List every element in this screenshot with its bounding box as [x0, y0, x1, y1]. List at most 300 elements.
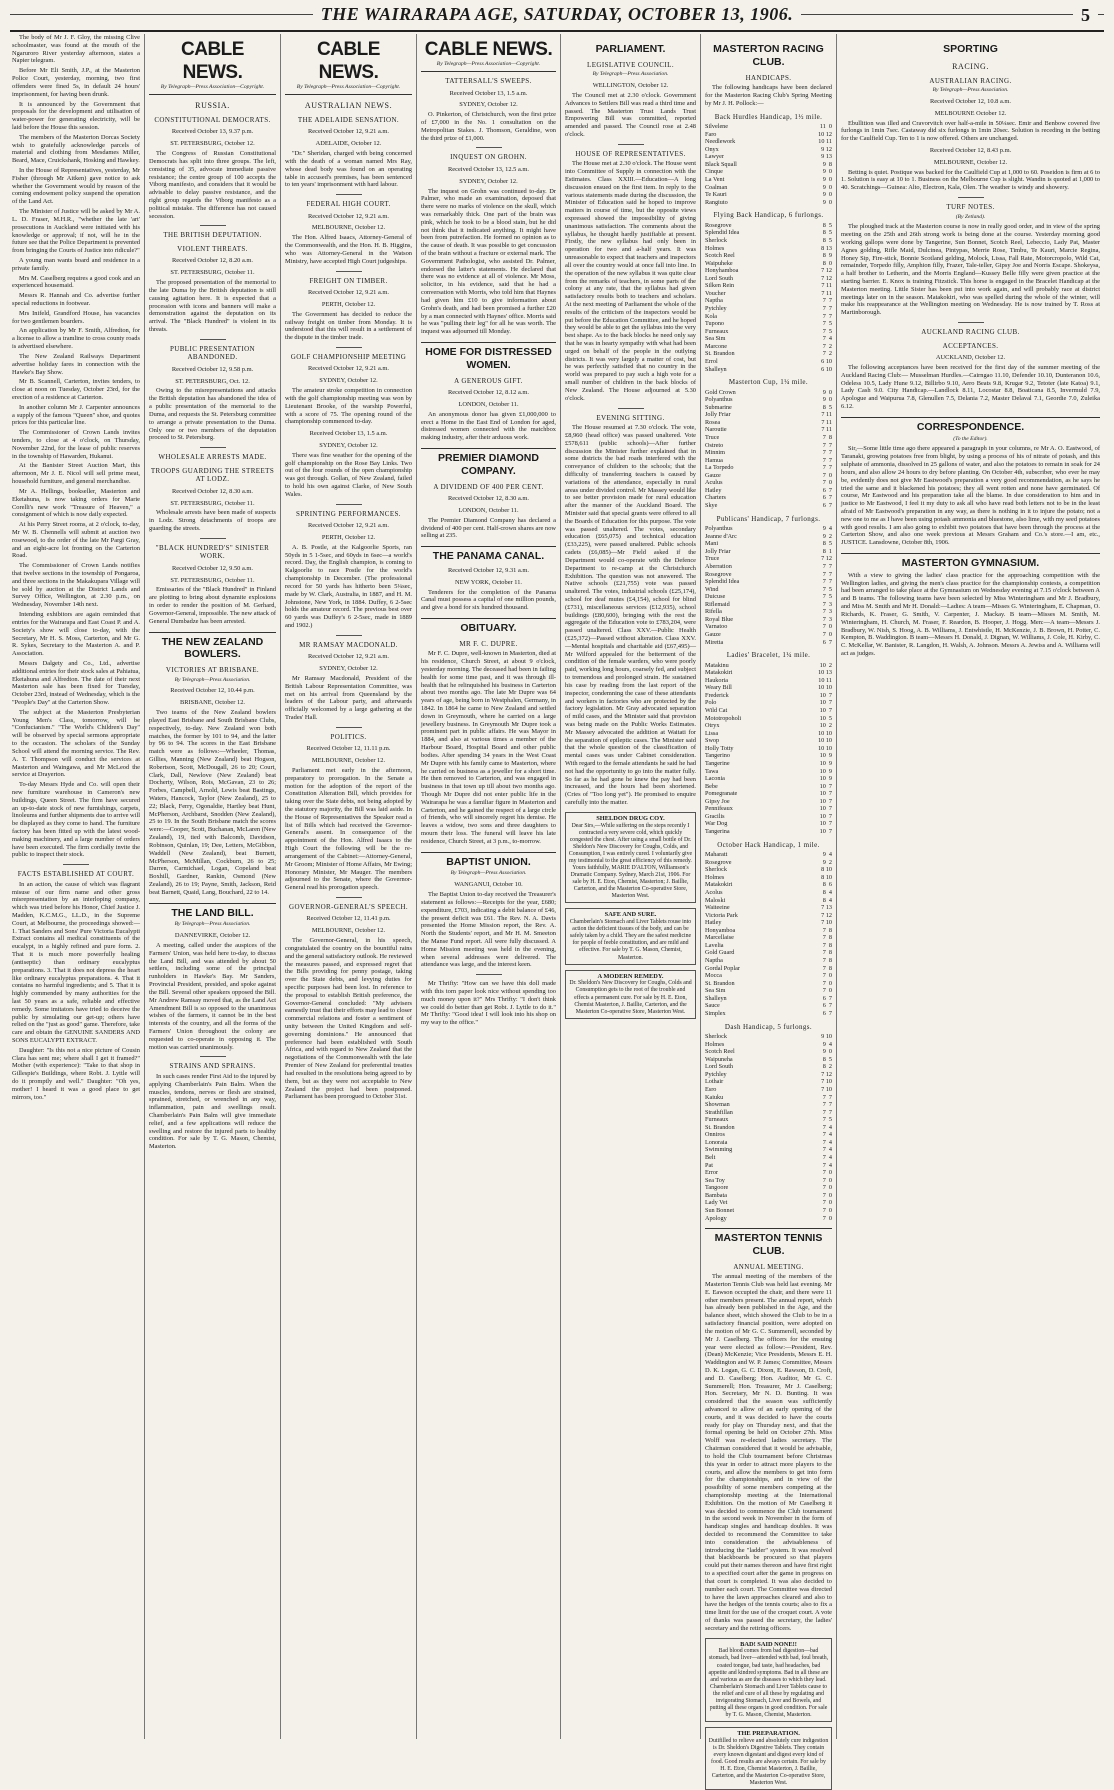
separator-rule: [336, 347, 362, 348]
rule: [421, 71, 556, 72]
horse-name: Tangerina: [705, 828, 730, 836]
horse-weight: 10 10: [818, 729, 832, 737]
handicap-entry: [705, 768, 832, 776]
horse-name: Waipuheke: [705, 259, 733, 267]
news-paragraph: The Government has decided to reduce the railway freight on timber from Monday. It is understood that this will result in a settlement of the dispute in the timber trade.: [285, 310, 412, 342]
horse-weight: 9 0: [822, 183, 832, 191]
cable-news-header: CABLE NEWS.: [181, 39, 244, 84]
horse-weight: 7 7: [822, 456, 832, 464]
handicap-entry: [705, 335, 832, 343]
horse-weight: 6 7: [822, 486, 832, 494]
horse-weight: 7 7: [822, 562, 832, 570]
dateline: ST. PETERSBURG, Oct. 12.: [175, 377, 250, 385]
news-paragraph: Messrs Dalgety and Co., Ltd., advertise additional entries for their stock sales at Pahiatua, Eketahuna and Alfredton. The date of their next Masterton sale has been fixed for Tuesday, October 23rd, instead of Wednesday, which is the "People's Day" at the Carterton Show.: [12, 659, 140, 706]
horse-name: Pomegranate: [705, 790, 738, 798]
horse-weight: 6 10: [821, 357, 832, 365]
page-number: 5: [1073, 5, 1098, 27]
horse-name: Swimming: [705, 1146, 733, 1154]
horse-name: Rosegrove: [705, 858, 732, 866]
horse-name: Naptha: [705, 957, 723, 964]
received-line: Received October 13, 9.37 p.m.: [171, 128, 254, 136]
column-cable-news-misc: [416, 34, 560, 1739]
byline: By Telegraph—Press Association.: [174, 921, 251, 928]
handicap-entry: [705, 411, 832, 419]
news-paragraph: Messrs R. Hannah and Co. advertise further special reductions in footwear.: [12, 292, 140, 307]
advert-heading: STRAINS AND SPRAINS.: [169, 1062, 256, 1071]
news-paragraph: The body of Mr J. F. Gloy, the missing Clive schoolmaster, was found at the mouth of the Ngaruroro River yesterday afternoon, states a Napier telegram.: [12, 34, 140, 65]
horse-name: Rangiuto: [705, 198, 728, 206]
handicap-entry: [705, 965, 832, 973]
horse-name: Faro: [705, 130, 717, 138]
handicap-entry: [705, 320, 832, 328]
handicap-entry: [705, 859, 832, 867]
horse-weight: 7 0: [822, 972, 832, 980]
horse-weight: 10 7: [819, 707, 832, 715]
dateline: MELBOURNE, October 12.: [933, 158, 1008, 166]
handicap-entry: [705, 586, 832, 594]
horse-weight: 10 7: [819, 691, 832, 699]
handicap-entry: [705, 1010, 832, 1018]
subheading: INQUEST ON GROHN.: [450, 153, 527, 162]
article-heading: PREMIER DIAMOND COMPANY.: [421, 448, 556, 478]
horse-name: Strathfillan: [705, 1108, 733, 1116]
horse-name: Honyhamboa: [705, 267, 739, 275]
column-australian-news: [280, 34, 416, 1739]
handicap-entry: [705, 313, 832, 321]
subheading: A DIVIDEND OF 400 PER CENT.: [433, 482, 544, 491]
horse-weight: 9 10: [821, 1033, 832, 1041]
handicap-entry: [705, 237, 832, 245]
horse-weight: 8 13: [821, 244, 832, 252]
horse-name: Riflemaid: [705, 600, 730, 608]
horse-name: Rosea: [705, 418, 721, 426]
horse-weight: 7 5: [822, 320, 832, 328]
horse-weight: 7 8: [822, 957, 832, 964]
dateline: SYDNEY, October 12.: [319, 441, 378, 449]
advert-heading: THE PREPARATION.: [737, 1730, 800, 1738]
separator-rule: [336, 194, 362, 195]
news-paragraph: Mr A. Hellings, bookseller, Masterton and Eketahuna, is now taking orders for Marie Corelli's new work "Treasure of Heaven," a consignment of which is now daily expected.: [12, 487, 140, 519]
horse-weight: 7 7: [822, 1101, 832, 1109]
advertisement: [565, 970, 696, 1019]
received-line: Received October 12, 10.8 a.m.: [930, 97, 1011, 105]
handicap-entry: [705, 404, 832, 412]
advert-heading: SAFE AND SURE.: [604, 911, 657, 919]
received-line: Received October 12, 8.30 a.m.: [172, 487, 253, 495]
handicap-entry: [705, 699, 832, 707]
horse-name: Sherlock: [705, 236, 727, 244]
separator-rule: [476, 974, 502, 975]
horse-weight: 9 0: [822, 1048, 832, 1056]
handicap-entry: [705, 1162, 832, 1170]
handicap-entry: [705, 623, 832, 631]
horse-name: Needlework: [705, 138, 736, 146]
horse-name: Gracilis: [705, 812, 725, 820]
handicap-heading: Back Hurdles Handicap, 1½ mile.: [714, 112, 823, 121]
horse-weight: 7 3: [822, 600, 832, 608]
horse-name: Submarine: [705, 403, 732, 411]
subheading: "BLACK HUNDRED'S" SINISTER WORK.: [155, 543, 270, 561]
received-line: Received October 13, 1.5 a.m.: [449, 89, 528, 97]
handicap-entry: [705, 957, 832, 965]
horse-weight: 8 5: [822, 221, 832, 229]
handicap-entry: [705, 1109, 832, 1117]
handicap-entry: [705, 571, 832, 579]
separator-rule: [476, 147, 502, 148]
horse-name: Esro: [705, 1085, 717, 1093]
news-paragraph: At his Perry Street rooms, at 2 o'clock, to-day, Mr W. B. Chennells will submit at auction two rosewood, to the order of the late Mr Pargi Gray, and an eight-acre lot fronting on the Carterton Road.: [12, 521, 140, 560]
handicap-entry: [705, 760, 832, 768]
news-paragraph: Tenderers for the completion of the Panama Canal must possess a capital of one million pounds, and give a bond for six hundred thousand.: [421, 588, 556, 612]
horse-weight: 7 4: [822, 1146, 832, 1154]
horse-name: Sea Sim: [705, 987, 726, 995]
handicap-entry: [705, 282, 832, 290]
horse-name: Naroutie: [705, 426, 727, 434]
horse-name: Acolus: [705, 888, 723, 896]
received-line: Received October 12, 9.31 a.m.: [448, 566, 529, 574]
horse-weight: 9 4: [822, 525, 832, 533]
horse-weight: 7 5: [822, 593, 832, 601]
horse-name: Simplex: [705, 1009, 726, 1017]
byline: By Telegraph—Press Association—Copyright.: [296, 84, 401, 91]
horse-name: Rifella: [705, 608, 722, 616]
news-paragraph: Parliament met early in the afternoon, preparatory to prorogation. In the Senate a motion for the adoption of the report of the Constitution Alteration Bill, which provides for taking over the State debts, not being adopted by the statutory majority, the Bill was laid aside. In the House of Representatives the Speaker read a list of Bills which had received the Governor-General's assent. In consequence of the appointment of the Hon. Alfred Isaacs to the High Court the following will be the re-arrangement of the Cabinet:—Attorney-General, Mr Groom; Minister of Home Affairs, Mr Ewing; Honorary Minister, Mr Mauger. The members adjourned to the Senate, where the Governor-General read his prorogation speech.: [285, 766, 412, 892]
news-paragraph: Wholesale arrests have been made of suspects in Lodz. Strong detachments of troops are guarding the streets.: [149, 509, 276, 532]
handicap-entry: [705, 540, 832, 548]
handicap-entry: [705, 1094, 832, 1102]
dateline: WANGANUI, October 10.: [454, 881, 523, 889]
horse-name: Holmes: [705, 1040, 725, 1048]
handicap-entry: [705, 138, 832, 146]
handicap-entry: [705, 912, 832, 920]
subheading: THE BRITISH DEPUTATION.: [163, 231, 262, 240]
dateline: PERTH, October 12.: [321, 300, 376, 308]
dateline: WELLINGTON, October 12.: [592, 82, 669, 90]
horse-weight: 7 7: [822, 1093, 832, 1101]
dateline: MELBOURNE October 12.: [934, 109, 1007, 117]
horse-weight: 7 12: [821, 555, 832, 563]
handicap-entry: [705, 1063, 832, 1071]
subheading: HOUSE OF REPRESENTATIVES.: [575, 149, 686, 158]
article-heading: HOME FOR DISTRESSED WOMEN.: [421, 342, 556, 372]
horse-weight: 10 7: [819, 820, 832, 828]
section-heading: RACING.: [952, 61, 989, 71]
horse-name: Silken Rein: [705, 282, 735, 290]
handicap-entry: [705, 229, 832, 237]
horse-weight: 7 7: [822, 578, 832, 586]
received-line: Received October 13, 12.5 a.m.: [448, 165, 529, 173]
received-line: Received October 12, 11.41 p.m.: [306, 915, 391, 923]
handicap-list: [705, 1033, 832, 1222]
horse-weight: 7 12: [821, 274, 832, 282]
handicap-entry: [705, 798, 832, 806]
horse-weight: 10 7: [819, 805, 832, 813]
horse-weight: 11 0: [819, 123, 832, 131]
horse-weight: 7 7: [822, 449, 832, 457]
handicap-entry: [705, 669, 832, 677]
handicap-entry: [705, 176, 832, 184]
horse-name: Holmes: [705, 873, 725, 881]
handicap-entry: [705, 533, 832, 541]
dateline: NEW YORK, October 11.: [454, 578, 523, 586]
horse-weight: 8 9: [822, 252, 832, 260]
subheading: VICTORIES AT BRISBANE.: [165, 666, 260, 675]
handicap-list: [705, 123, 832, 206]
handicap-entry: [705, 184, 832, 192]
horse-name: Sherlock: [705, 1033, 727, 1041]
horse-weight: 10 7: [819, 828, 832, 836]
horse-name: Pytchley: [705, 1070, 727, 1078]
horse-name: Royal Blue: [705, 615, 734, 623]
news-paragraph: The following acceptances have been received for the first day of the summer meeting of the Auckland Racing Club:— Musselman Hurdles.—Cairngao 11.10, Defender 10.10, Dunteranon 10.6, Odeless 10.5, Lady Hune 9.12, Billirbo 9.10, Aero Beats 9.8, Krugar 9.2, Tetoter (late Katoa) 9.1, Lady Cash 9.0. City Handicap.—Landlock 8.11, Locostar 8.8, Boaticana 8.5, Invermuld 7.9, Apologue and Waipurua 7.8, Glenullen 7.5, Delania 7.2, Master Delaval 7.1, Geordie 7.0, Zuleika 6.12.: [841, 363, 1100, 411]
article-heading: MASTERTON GYMNASIUM.: [841, 553, 1100, 570]
horse-name: Showman: [705, 1101, 730, 1109]
horse-weight: 10 9: [819, 759, 832, 767]
handicap-entry: [705, 275, 832, 283]
handicap-entry: [705, 881, 832, 889]
news-paragraph: Mr Ramsay Macdonald, President of the British Labour Representation Committee, was met on his arrival from Queensland by the leaders of the Labour party, and afterwards officially welcomed by a large gathering at the Trades' Hall.: [285, 674, 412, 721]
news-paragraph: The House met at 2.30 o'clock. The House went into Committee of Supply in connection with the Estimates. Class XXIII.—Education—A long discussion ensued on the first item. In reply to the various statements made during the discussion, the Minister of Education said he hoped to improve matters in course of time, but the opposite views expressed showed the impossibility of giving unanimous satisfaction. The comments about the syllabus, he thought hardly justifiable at present. Firstly, the new syllabus had only been in operation for two and a-half years. It was unreasonable to expect that teachers and inspectors all over the country would at once fall into line. In the operation of the new syllabus it was quite clear from the remarks of teachers, in some parts of the colony at any rate, that the syllabus had given satisfactory results both to teachers and scholars. At the next meeting of Parliament the whole of the results of the criticism of the inspectors would be put before the Education Committee, and he hoped they would be able to get the syllabus into the very best shape. As to the back blocks he need only say that he was in hearty sympathy with what had been urged on behalf of the people in the outlying districts. It was very largely a matter of cost, but he was perfectly satisfied that no country in the world was prepared to pay such a high vote for a small number of children in the back blocks of New Zealand. The House adjourned at 5.30 o'clock.: [565, 160, 696, 402]
horse-name: Furneaux: [705, 1116, 729, 1124]
horse-name: Matakokiri: [705, 669, 733, 677]
horse-weight: 8 5: [822, 236, 832, 244]
sporting-header: SPORTING: [943, 43, 998, 55]
horse-weight: 7 7: [822, 305, 832, 312]
news-paragraph: The amateur stroke competition in connection with the golf championship meeting was won by Lieutenant Brooke, of the warship Powerful, with a score of 75. The opening round of the championship commenced to-day.: [285, 387, 412, 426]
horse-weight: 9 0: [822, 396, 832, 404]
handicap-list: [705, 389, 832, 510]
horse-name: Jolly Friar: [705, 411, 731, 419]
horse-name: Bambata: [705, 1191, 727, 1199]
news-paragraph: An application by Mr F. Smith, Alfredton, for a license to allow a tramline to cross county roads is advertised elsewhere.: [12, 327, 140, 351]
horse-weight: 8 10: [821, 873, 832, 881]
news-paragraph: The Council met at 2.30 o'clock. Government Advances to Settlers Bill was read a third time and passed. The Masterton Trust Lands Trust Empowering Bill was committed, reported amended and passed. The Council rose at 2.48 o'clock.: [565, 91, 696, 139]
subheading: SPRINTING PERFORMANCES.: [296, 509, 401, 518]
horse-weight: 8 5: [822, 1055, 832, 1063]
news-paragraph: Intending exhibitors are again reminded that entries for the Wairarapa and East Coast P. and A. Society's show will close to-day, with the Secretary, Mr H. S. Moss, Carterton, and Mr G. R. Sykes, Secretary to the Masterton A. and P. Association.: [12, 611, 140, 658]
horse-weight: 7 10: [821, 1085, 832, 1093]
parliament-header: PARLIAMENT.: [595, 43, 666, 55]
horse-name: Maharatt: [705, 851, 728, 859]
horse-weight: 10 7: [819, 790, 832, 798]
handicap-entry: [705, 601, 832, 609]
horse-weight: 6 10: [821, 365, 832, 373]
news-paragraph: Sir,—Some little time ago there appeared a paragraph in your columns, re Mr A. O. Eastwood, of Taranaki, growing potatoes free from blight, by using a process of his of nitrate of potash, and this sulphate of ammonia, dissolved in 25 gallons of water, and also the potatoes to remain in soak for 24 hours, and also allow 24 hours to dry before planting. On October 4th, subscriber, who ever he may be, evidently does not give Mr Eastwood's preparation a very good recommendation, as he says he tried the same and it blackened his potatoes; they all went rotten and none have germinated. Of course, Mr Eastwood and his preparation take all the blame. In due consideration to him and in justice to Mr Eastwood, I feel it my duty to ask all who have read both letters not to be in the least afraid of Mr Eastwood's preparation in any way, as there is nothing in it to injure the potato; not a new one to me as I have been using potash ammonia and bluestone, also lime, with my seed potatoes with good results. I am also going to exhibit two potatoes that have been through the process at the Carterton Show, and also one week previous at Messrs Graham and Co.'s store.—I am, etc., JUSTICE. Lansdowne, October 8th, 1906.: [841, 445, 1100, 547]
horse-weight: 9 8: [822, 160, 832, 168]
horse-name: Pennifeaux: [705, 805, 733, 813]
received-line: Received October 12, 9.50 a.m.: [172, 564, 253, 572]
handicap-heading: Dash Handicap, 5 furlongs.: [724, 1022, 813, 1031]
separator-rule: [200, 538, 226, 539]
horse-name: La Torpedo: [705, 464, 734, 472]
horse-name: Lonoraia: [705, 1138, 728, 1146]
horse-weight: 7 0: [822, 1214, 832, 1222]
horse-weight: 10 9: [819, 752, 832, 760]
horse-name: Apology: [705, 1214, 727, 1222]
handicap-entry: [705, 692, 832, 700]
handicap-entry: [705, 252, 832, 260]
handicap-entry: [705, 662, 832, 670]
horse-weight: 7 4: [822, 1123, 832, 1131]
horse-name: Sea Toy: [705, 1176, 725, 1184]
horse-weight: 7 10: [821, 1078, 832, 1086]
subheading: THE ADELAIDE SENSATION.: [297, 115, 400, 124]
horse-name: Haukoria: [705, 676, 729, 684]
handicap-entry: [705, 790, 832, 798]
separator-rule: [63, 864, 89, 865]
received-line: Received October 12, 8.20 a.m.: [172, 257, 253, 265]
handicap-list: [705, 851, 832, 1017]
masthead-title: THE WAIRARAPA AGE, SATURDAY, OCTOBER 13, 1906.: [313, 4, 801, 26]
horse-weight: 8 4: [822, 888, 832, 896]
horse-name: Sherlock: [705, 866, 727, 874]
news-paragraph: Ebullition was illed and Cravorvitch over half-a-mile in 50¼sec. Emir and Benbow covered five furlongs in 1min 7sec. Castaway did six furlongs in 1min 20sec. Solution is receding in the betting for the Caulfield Cup. Ten to 1 is now offered. Others are unchanged.: [841, 119, 1100, 143]
horse-weight: 7 11: [821, 411, 832, 419]
horse-name: Onniros: [705, 1131, 725, 1139]
handicap-entry: [705, 904, 832, 912]
handicap-entry: [705, 1146, 832, 1154]
horse-weight: 7 7: [822, 570, 832, 578]
handicap-entry: [705, 548, 832, 556]
dateline: ST. PETERSBURG, October 11.: [170, 499, 255, 507]
subheading: ACCEPTANCES.: [942, 341, 999, 350]
horse-weight: 10 2: [819, 661, 832, 669]
handicap-entry: [705, 350, 832, 358]
news-paragraph: A meeting, called under the auspices of the Farmers' Union, was held here to-day, to discuss the Land Bill, and was attended by about 50 settlers, including some of the principal runholders in Hawke's Bay. Mr Sanders, Provincial President, presided, and spoke against the Bill. Several other speakers opposed the Bill. Mr Andrew Ramsay moved that, as the Land Act Amendment Bill is so opposed to the unanimous wishes of the farmers, it cannot be in the best interests of the country, and all the forms of the Farmers' Union throughout the colony are requested to co-operate in opposing it. The motion was carried unanimously.: [149, 942, 276, 1051]
handicap-entry: [705, 563, 832, 571]
handicap-entry: [705, 245, 832, 253]
horse-name: Maloski: [705, 896, 726, 904]
horse-name: Sun Bonnet: [705, 1206, 735, 1214]
handicap-entry: [705, 434, 832, 442]
horse-weight: 7 0: [822, 979, 832, 987]
news-paragraph: The Minister of Justice will be asked by Mr A. L. D. Fraser, M.H.R., "whether the late 'art' prosecutions in Auckland were initiated with his knowledge or approval; if not, will he in the future see that the Police Department is prevented from bringing the Courts of Justice into ridicule?": [12, 208, 140, 255]
horse-name: Splendid Idea: [705, 229, 740, 237]
horse-name: Tawa: [705, 767, 719, 775]
news-paragraph: The following handicaps have been declared for the Masterton Racing Club's Spring Meeting by Mr J. H. Pollock:—: [705, 84, 832, 107]
subheading: TURF NOTES.: [946, 203, 995, 212]
handicap-entry: [705, 305, 832, 313]
horse-name: Gauze: [705, 631, 721, 638]
horse-name: Cinque: [705, 168, 723, 176]
news-paragraph: The members of the Masterton Dorcas Society wish to gratefully acknowledge parcels of material and clothing from Mesdames Miller, Beard, Mace, Cruickshank, Hosking and Hawkey.: [12, 133, 140, 165]
horse-name: Polyanthus: [705, 396, 733, 404]
subheading: TATTERSALL'S SWEEPS.: [445, 76, 532, 85]
handicap-entry: [705, 707, 832, 715]
handicap-list: [705, 525, 832, 646]
dateline: MELBOURNE, October 12.: [311, 757, 386, 765]
horse-name: Shalleyn: [705, 994, 727, 1002]
horse-weight: 7 13: [821, 904, 832, 912]
subheading: EVENING SITTING.: [596, 413, 665, 422]
horse-weight: 7 8: [822, 433, 832, 441]
handicap-entry: [705, 1199, 832, 1207]
subheading: VIOLENT THREATS.: [177, 244, 248, 253]
horse-weight: 10 13: [818, 669, 832, 677]
handicap-entry: [705, 267, 832, 275]
horse-name: Waiteeine: [705, 904, 730, 912]
news-paragraph: The House resumed at 7.30 o'clock. The vote, £8,960 (head office) was passed unaltered. Vote £578,611 (public schools)—After further discussion the Minister further explained that in some districts the bad roads interfered with the conveyance of children to the schools; that the difficulty of transferring teachers is caused by variations of the attendance, especially in rural areas under divided control. Mr Massey would like to see better provision made for rural education after the manner of the Auckland Board. The Minister said that special grants were offered to all the Boards of Education for this purpose. The vote was passed unaltered. The votes, secondary education (£65,075) and technical education (£33,225), were passed unaltered. Public schools cadets (£6,085)—Mr Field asked if the Department would co-operate with the Defence Department to re-camp at the Christchurch Exhibition. The question was not answered. The Native schools (£21,755) vote was passed unaltered. The votes, industrial schools (£25,174), school for deaf mutes (£4,154), school for blind (£731), miscellaneous services (£12,935), school buildings (£80,600), bringing with the rest the aggregate of the Education vote to £783,204, were passed unaltered. Class XXV.—Public Health (£25,372)—Passed without alteration. Class XXV.—Mental hospitals and charitable aid (£67,495)—Mr Wilford appealed for the betterment of the condition of the female warders, who were poorly paid, working long hours, coarsely fed, and subject to tremendous and prolonged strain. He sustained his case by reading from the last report of the inspector, condemning the case of these attendants and workers in factories who are protected by the factory legislation. Mr Gray advocated separation of mild cases, and the Minister said that provision was being made on the Public Works Estimates. Mr Massey advocated the addition at Waitati for the separation of epileptic cases. The Minister said that the whole question of the classification of mental cases was under Cabinet consideration. With regard to the female attendants he said he had not had the opportunity to go into the matter fully. So far as he had gone he knew the pay had been increased, and the hours had been shortened. (Cries of "Too long yet"). He promised to enquire carefully into the matter.: [565, 424, 696, 807]
article-heading: OBITUARY.: [421, 618, 556, 635]
handicap-entry: [705, 479, 832, 487]
handicap-entry: [705, 168, 832, 176]
handicap-heading: Masterton Cup, 1¼ mile.: [728, 378, 809, 387]
news-paragraph: A young man wants board and residence in a private family.: [12, 256, 140, 272]
dialogue-paragraph: Mr Thrifty: "How can we have this doll made with this torn paper look nice without spending too much money upon it?" Mrs Thrifty: "I don't think we could do better than get Robt. J. Lyttle to do it." Mr Thrifty: "Good idea! I will look into his shop on my way to the office.": [421, 980, 556, 1027]
horse-name: Lord South: [705, 1063, 734, 1071]
horse-weight: 10 12: [818, 130, 832, 138]
horse-weight: 7 5: [822, 327, 832, 335]
horse-weight: 7 4: [822, 1138, 832, 1146]
news-paragraph: A. B. Postle, at the Kalgoorlie Sports, ran 50yds in 5 1-5sec, and 60yds in 6sec—a world's record. Day, the English champion, is coming to Kalgoorlie to race Postle for the world's championship in December. (The professional record for 50 yards has hitherto been 5¼sec, made by W. Clark, Australia, in 1887, and H. M. Johnstone, New York, in 1884. Duffey, 6 2-5sec holds the amateur record. The previous best over 60 yards was Duffey's 6 2-5sec, made in 1889 and 1902.): [285, 543, 412, 629]
horse-name: Bebe: [705, 782, 718, 790]
horse-weight: 7 12: [821, 911, 832, 919]
news-paragraph: Two teams of the New Zealand bowlers played East Brisbane and South Brisbane Clubs, respectively, to-day. New Zealand won both matches, the former by 101 to 94, and the latter by 96 to 94. The scores in the East Brisbane match were as follows:—Wheeler, Thomas, Gillies, Manning (New Zealand) beat Hogson, Robertson, Scott, McDougall, 26 to 20; Court, Clark, Dall, Newlove (New Zealand) beat Docherty, Wilson, Rois, McGavan, 23 to 26; Forbes, Campbell, Arnold, Lewis beat Bastings, Waters, Hancock, Taylor (New Zealand), 25 to 22; Black, Ferry, Ogonaldie, Hartley beat Hunt, McPherson, Archbarst, Snodden (New Zealand), 25 to 19. In the South Brisbane match the scores were:—Cooper, Scott, Buchanan, McLaren (New Zealand), 19, tied with Balcomb, Davidson, Robinson, Quinlan, 19; Dee, Letters, McGibbon, Waddell (New Zealand), beat Burnett, McPherson, McMillan, Cockburn, 26 to 25; Darren, Carmichael, Logan, Copeland beat Boxhill, Gardner, Rankin, Osmond (New Zealand), 26 to 19; Payne, Smith, Jackson, Reid beat Barnett, Quaid, Lang, Bouchard, 22 to 14.: [149, 709, 276, 896]
horse-name: Gauze: [705, 471, 721, 479]
received-line: Received October 12, 9.21 a.m.: [308, 289, 389, 297]
handicap-entry: [705, 131, 832, 139]
horse-name: Onyx: [705, 145, 719, 153]
horse-weight: 8 6: [822, 881, 832, 889]
horse-name: La Vent: [705, 176, 725, 184]
horse-name: Skye: [705, 502, 718, 510]
handicap-entry: [705, 153, 832, 161]
byline: By Telegraph—Press Association.: [592, 71, 669, 78]
column-racing-club: [700, 34, 836, 1787]
horse-name: Pat: [705, 1161, 713, 1169]
handicap-entry: [705, 775, 832, 783]
horse-name: Otryx: [705, 722, 720, 730]
horse-weight: 7 0: [822, 1169, 832, 1177]
received-line: Received October 12, 8.12 a.m.: [448, 389, 529, 397]
handicap-entry: [705, 889, 832, 897]
advert-heading: A MODERN REMEDY.: [597, 972, 664, 980]
horse-name: Truce: [705, 555, 720, 563]
handicap-entry: [705, 866, 832, 874]
cable-news-header: CABLE NEWS.: [317, 39, 380, 84]
horse-weight: 10 5: [819, 714, 832, 722]
handicap-entry: [705, 919, 832, 927]
horse-name: Coalman: [705, 183, 728, 191]
article-heading: THE LAND BILL.: [149, 903, 276, 920]
horse-name: Lissa: [705, 729, 719, 737]
section-heading: RUSSIA.: [195, 101, 230, 111]
news-paragraph: "Dr." Sheridan, charged with being concerned with the death of a woman named Mrs Ray, whose dead body was found on an operating table in accused's premises, has been sentenced to ten years' imprisonment with hard labour.: [285, 150, 412, 189]
horse-weight: 6 7: [822, 994, 832, 1002]
separator-rule: [336, 635, 362, 636]
news-paragraph: The Premier Diamond Company has declared a dividend of 400 per cent. Half-crown shares are now selling at 235.: [421, 516, 556, 540]
handicap-entry: [705, 631, 832, 639]
horse-name: Mocca: [705, 972, 722, 980]
horse-weight: 7 5: [822, 1116, 832, 1124]
horse-weight: 7 0: [822, 987, 832, 995]
horse-weight: 7 8: [822, 949, 832, 957]
horse-weight: 9 0: [822, 168, 832, 176]
horse-name: Hatley: [705, 919, 722, 927]
horse-weight: 7 2: [822, 350, 832, 358]
handicap-entry: [705, 851, 832, 859]
horse-weight: 7 12: [821, 1070, 832, 1078]
handicap-entry: [705, 199, 832, 207]
rule: [285, 94, 412, 95]
separator-rule: [958, 322, 984, 323]
separator-rule: [336, 727, 362, 728]
horse-weight: 7 7: [822, 297, 832, 305]
news-paragraph: There was fine weather for the opening of the golf championship on the Rose Bay Links. Two out of the four rounds of the open championship was got through. Gollan, of New Zealand, failed to hold his own against Clarke, of New South Wales.: [285, 451, 412, 498]
handicap-entry: [705, 1169, 832, 1177]
news-paragraph: The Commissioner of Crown Lands invites tenders, to close at 4 o'clock, on Thursday, November 22nd, for the lease of public reserves in the township of Hawarden, Hukanui.: [12, 429, 140, 460]
horse-name: Marcone: [705, 342, 727, 350]
